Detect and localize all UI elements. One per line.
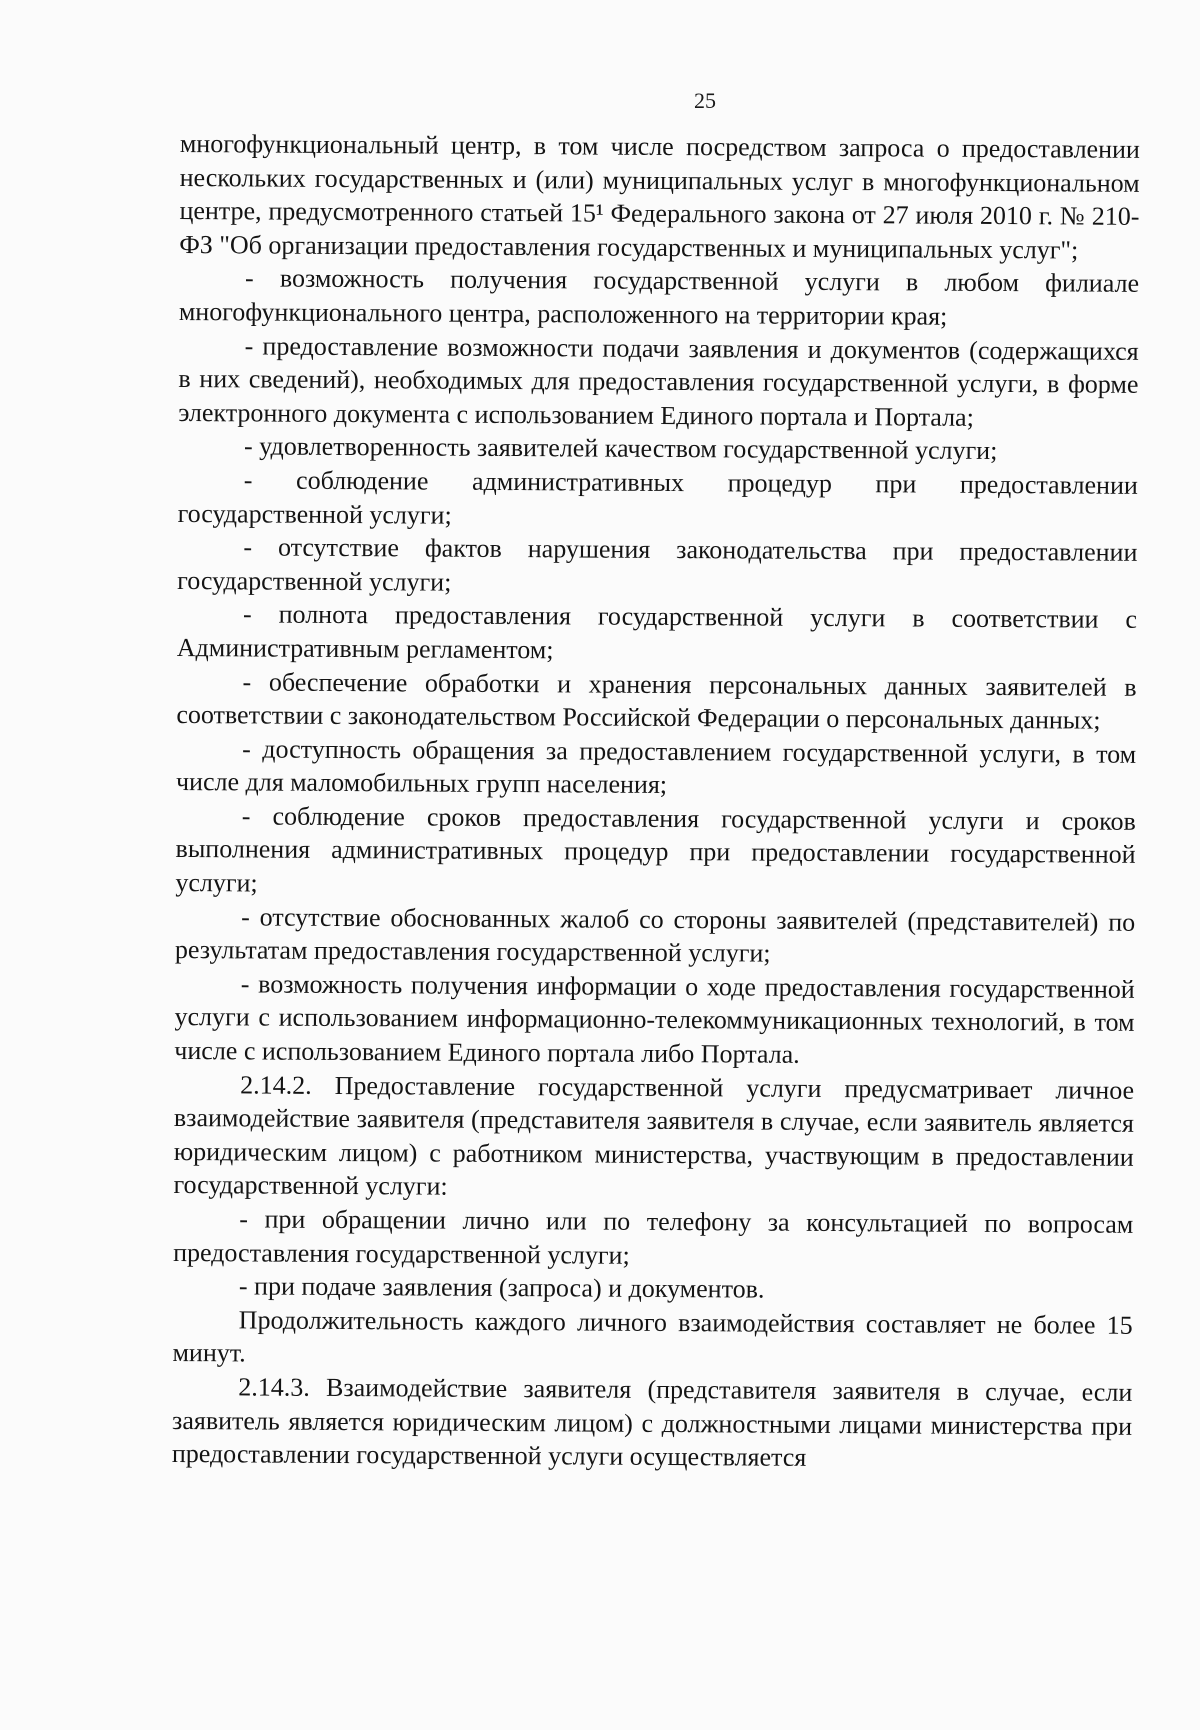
paragraph-section-2-14-3: 2.14.3. Взаимодействие заявителя (представителя заявителя в случае, если заявитель является юридическим лицом) с должностными лицами министерства при предоставлении государственной услуги осуществляется [171, 1372, 1133, 1473]
paragraph-branch-access: - возможность получения государственной услуги в любом филиале многофункционального центра, расположенного на территории края; [178, 263, 1140, 331]
paragraph-procedures-compliance: - соблюдение административных процедур при предоставлении государственной услуги; [177, 465, 1138, 530]
paragraph-continuation: многофункциональный центр, в том числе посредством запроса о предоставлении нескольких государственных и (или) муниципальных услуг в многофункциональном центре, предусмотренного статьей 15¹ Федерального закона от 27 июля 2010 г. № 210-ФЗ "Об организации предоставления государственных и муниципальных услуг"; [179, 128, 1140, 265]
document-body [172, 127, 1140, 1477]
paragraph-satisfaction: - удовлетворенность заявителей качеством государственной услуги; [243, 431, 998, 466]
paragraph-no-complaints: - отсутствие обоснованных жалоб со стороны заявителей (представителей) по результатам предоставления государственной услуги; [174, 902, 1136, 968]
paragraph-progress-info: - возможность получения информации о ходе предоставления государственной услуги с использованием информационно-телекоммуникационных технологий, в том числе с использованием Единого портала либо Портала. [174, 969, 1135, 1069]
paragraph-personal-data: - обеспечение обработки и хранения персональных данных заявителей в соответствии с законодательством Российской Федерации о персональных данных; [176, 666, 1137, 735]
paragraph-consultation: - при обращении лично или по телефону за консультацией по вопросам предоставления государственной услуги; [173, 1204, 1134, 1270]
paragraph-no-violations: - отсутствие фактов нарушения законодательства при предоставлении государственной услуги; [177, 532, 1138, 597]
paragraph-electronic-submission: - предоставление возможности подачи заявления и документов (содержащихся в них сведений), необходимых для предоставления государственной услуги, в форме электронного документа с использованием Единого портала и Портала; [178, 330, 1139, 432]
paragraph-duration: Продолжительность каждого личного взаимодействия составляет не более 15 минут. [172, 1305, 1133, 1368]
paragraph-completeness: - полнота предоставления государственной услуги в соответствии с Административным регламентом; [176, 599, 1138, 665]
paragraph-deadlines: - соблюдение сроков предоставления государственной услуги и сроков выполнения административных процедур при предоставлении государственной услуги; [175, 801, 1136, 898]
page-number: 25 [694, 88, 716, 113]
paragraph-application: - при подаче заявления (запроса) и документов. [238, 1271, 765, 1304]
paragraph-accessibility: - доступность обращения за предоставлением государственной услуги, в том числе для маломобильных групп населения; [175, 734, 1137, 800]
paragraph-section-2-14-2: 2.14.2. Предоставление государственной услуги предусматривает личное взаимодействие заявителя (представителя заявителя в случае, если заявитель является юридическим лицом) с работником министерства, участвующим в предоставлении государственной услуги: [173, 1070, 1135, 1202]
